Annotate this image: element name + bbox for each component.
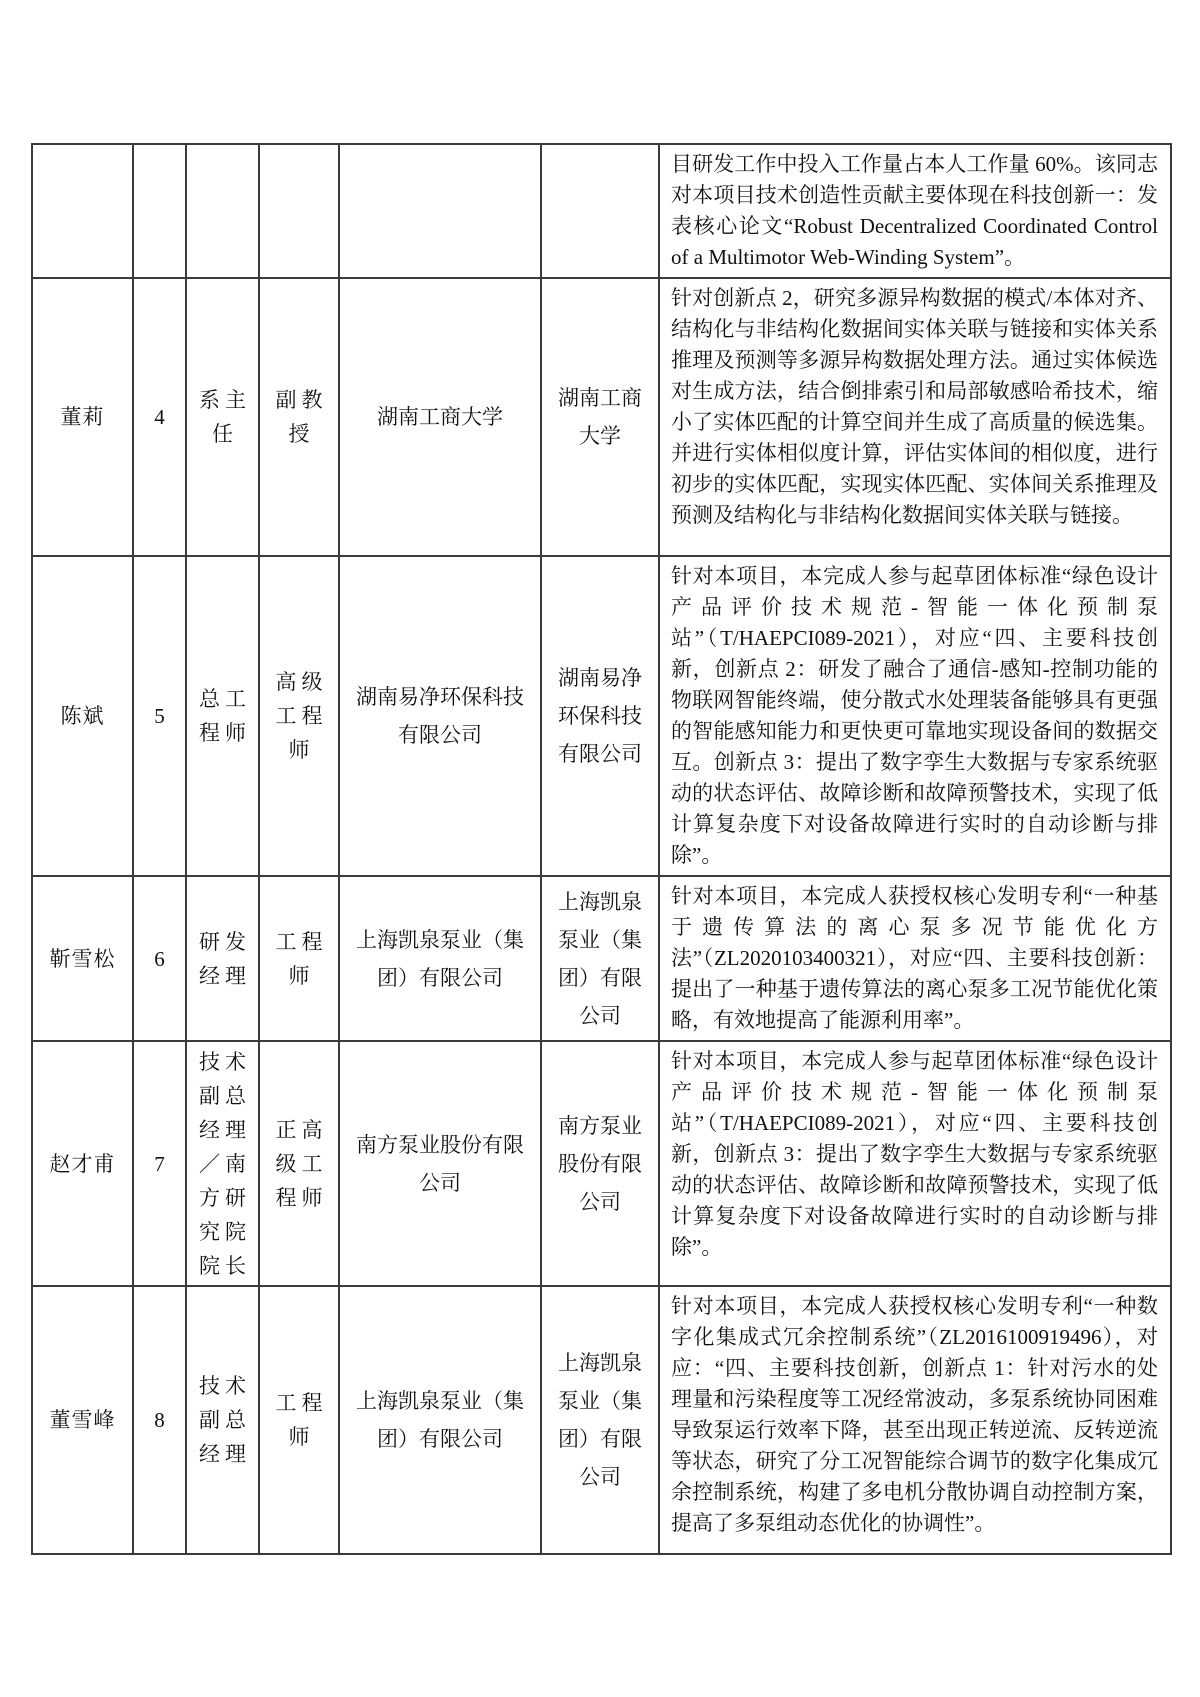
cell-rank: 7 bbox=[133, 1041, 186, 1286]
cell-name: 董莉 bbox=[32, 278, 133, 556]
cell-title: 工程师 bbox=[259, 876, 339, 1041]
table-row bbox=[32, 278, 1171, 556]
cell-rank bbox=[133, 144, 186, 278]
cell-name bbox=[32, 144, 133, 278]
cell-name: 赵才甫 bbox=[32, 1041, 133, 1286]
table-row bbox=[32, 556, 1171, 876]
cell-rank: 4 bbox=[133, 278, 186, 556]
cell-work-unit: 上海凯泉泵业（集团）有限公司 bbox=[339, 876, 541, 1041]
cell-title: 正高级工程师 bbox=[259, 1041, 339, 1286]
cell-contribution: 目研发工作中投入工作量占本人工作量 60%。该同志对本项目技术创造性贡献主要体现在科技创新一：发表核心论文“Robust Decentralized Coordinated Control of a Multimotor Web-Winding System”。 bbox=[659, 144, 1171, 278]
cell-name: 陈斌 bbox=[32, 556, 133, 876]
cell-contribution: 针对创新点 2，研究多源异构数据的模式/本体对齐、结构化与非结构化数据间实体关联与链接和实体关系推理及预测等多源异构数据处理方法。通过实体候选对生成方法，结合倒排索引和局部敏感哈希技术，缩小了实体匹配的计算空间并生成了高质量的候选集。并进行实体相似度计算，评估实体间的相似度，进行初步的实体匹配，实现实体匹配、实体间关系推理及预测及结构化与非结构化数据间实体关联与链接。 bbox=[659, 278, 1171, 556]
cell-contribution: 针对本项目，本完成人获授权核心发明专利“一种基于遗传算法的离心泵多况节能优化方法”（ZL2020103400321），对应“四、主要科技创新：提出了一种基于遗传算法的离心泵多工况节能优化策略，有效地提高了能源利用率”。 bbox=[659, 876, 1171, 1041]
cell-completion-unit: 上海凯泉泵业（集团）有限公司 bbox=[541, 876, 659, 1041]
cell-position: 系主任 bbox=[186, 278, 259, 556]
cell-rank: 6 bbox=[133, 876, 186, 1041]
cell-title: 高级工程师 bbox=[259, 556, 339, 876]
table-row bbox=[32, 1041, 1171, 1286]
cell-completion-unit: 南方泵业股份有限公司 bbox=[541, 1041, 659, 1286]
cell-position: 技术副总经理／南方研究院院长 bbox=[186, 1041, 259, 1286]
cell-contribution: 针对本项目，本完成人参与起草团体标准“绿色设计产品评价技术规范-智能一体化预制泵站”（T/HAEPCI089-2021），对应“四、主要科技创新，创新点 3：提出了数字孪生大数据与专家系统驱动的状态评估、故障诊断和故障预警技术，实现了低计算复杂度下对设备故障进行实时的自动诊断与排除”。 bbox=[659, 1041, 1171, 1286]
cell-work-unit: 湖南易净环保科技有限公司 bbox=[339, 556, 541, 876]
cell-work-unit: 湖南工商大学 bbox=[339, 278, 541, 556]
cell-rank: 8 bbox=[133, 1286, 186, 1554]
cell-title: 工程师 bbox=[259, 1286, 339, 1554]
cell-title bbox=[259, 144, 339, 278]
cell-position: 研发经理 bbox=[186, 876, 259, 1041]
cell-title: 副教授 bbox=[259, 278, 339, 556]
completer-table bbox=[31, 143, 1172, 1555]
cell-completion-unit: 上海凯泉泵业（集团）有限公司 bbox=[541, 1286, 659, 1554]
table-row bbox=[32, 144, 1171, 278]
cell-name: 董雪峰 bbox=[32, 1286, 133, 1554]
cell-work-unit bbox=[339, 144, 541, 278]
cell-position: 技术副总经理 bbox=[186, 1286, 259, 1554]
cell-contribution: 针对本项目，本完成人获授权核心发明专利“一种数字化集成式冗余控制系统”（ZL2016100919496），对应：“四、主要科技创新，创新点 1：针对污水的处理量和污染程度等工况经常波动，多泵系统协同困难导致泵运行效率下降，甚至出现正转逆流、反转逆流等状态，研究了分工况智能综合调节的数字化集成冗余控制系统，构建了多电机分散协调自动控制方案，提高了多泵组动态优化的协调性”。 bbox=[659, 1286, 1171, 1554]
table-row bbox=[32, 876, 1171, 1041]
table-row bbox=[32, 1286, 1171, 1554]
cell-work-unit: 南方泵业股份有限公司 bbox=[339, 1041, 541, 1286]
cell-work-unit: 上海凯泉泵业（集团）有限公司 bbox=[339, 1286, 541, 1554]
cell-completion-unit bbox=[541, 144, 659, 278]
cell-completion-unit: 湖南工商大学 bbox=[541, 278, 659, 556]
cell-completion-unit: 湖南易净环保科技有限公司 bbox=[541, 556, 659, 876]
cell-rank: 5 bbox=[133, 556, 186, 876]
cell-contribution: 针对本项目，本完成人参与起草团体标准“绿色设计产品评价技术规范-智能一体化预制泵站”（T/HAEPCI089-2021），对应“四、主要科技创新，创新点 2：研发了融合了通信-感知-控制功能的物联网智能终端，使分散式水处理装备能够具有更强的智能感知能力和更快更可靠地实现设备间的数据交互。创新点 3：提出了数字孪生大数据与专家系统驱动的状态评估、故障诊断和故障预警技术，实现了低计算复杂度下对设备故障进行实时的自动诊断与排除”。 bbox=[659, 556, 1171, 876]
cell-name: 靳雪松 bbox=[32, 876, 133, 1041]
cell-position bbox=[186, 144, 259, 278]
cell-position: 总工程师 bbox=[186, 556, 259, 876]
